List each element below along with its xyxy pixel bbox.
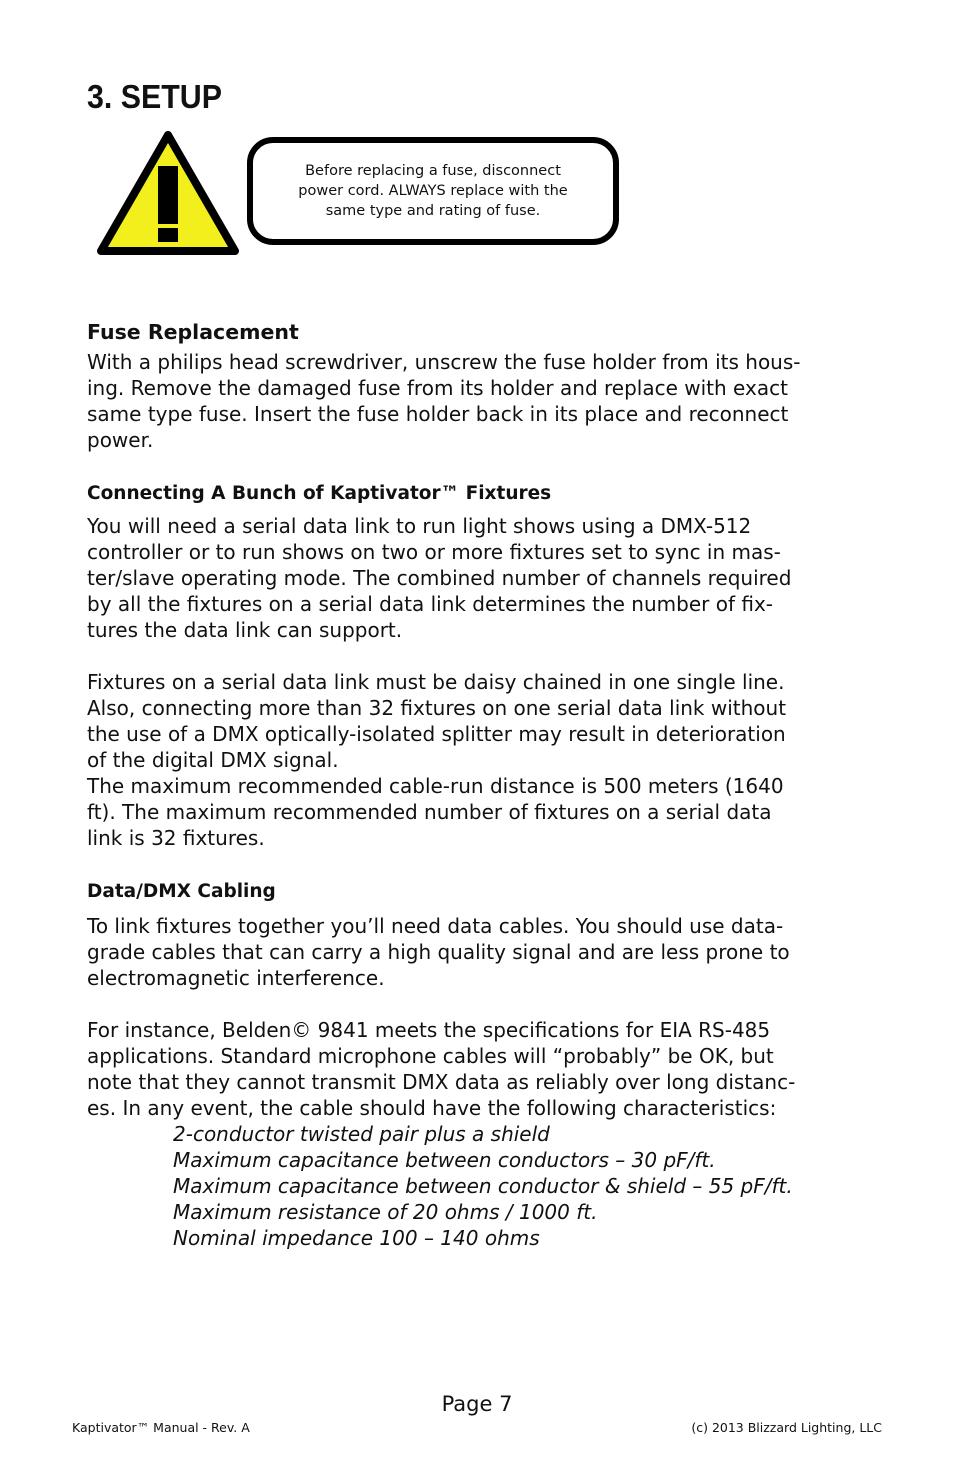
- connecting-paragraph-2: [87, 669, 877, 851]
- text-line: link is 32 fixtures.: [87, 826, 265, 850]
- footer-manual-title: Kaptivator™ Manual - Rev. A: [72, 1420, 250, 1435]
- text-line: Fixtures on a serial data link must be daisy chained in one single line.: [87, 670, 785, 694]
- cable-characteristics-list: [87, 1121, 877, 1251]
- text-line: es. In any event, the cable should have the following characteristics:: [87, 1096, 777, 1120]
- text-line: electromagnetic interference.: [87, 966, 385, 990]
- warning-triangle-icon: [96, 130, 240, 256]
- dmx-cabling-heading: Data/DMX Cabling: [87, 881, 276, 902]
- text-line: same type fuse. Insert the fuse holder back in its place and reconnect: [87, 402, 789, 426]
- fuse-replacement-heading: Fuse Replacement: [87, 320, 299, 344]
- cabling-paragraph-1: [87, 913, 877, 991]
- list-item: 2-conductor twisted pair plus a shield: [173, 1122, 550, 1146]
- connecting-paragraph-1: [87, 513, 877, 643]
- warning-line: Before replacing a fuse, disconnect: [305, 163, 561, 179]
- text-line: of the digital DMX signal.: [87, 748, 339, 772]
- warning-text: [298, 161, 567, 221]
- text-line: The maximum recommended cable-run distance is 500 meters (1640: [87, 774, 784, 798]
- text-line: Also, connecting more than 32 fixtures on one serial data link without: [87, 696, 787, 720]
- warning-line: same type and rating of fuse.: [325, 203, 541, 219]
- text-line: power.: [87, 428, 154, 452]
- text-line: ter/slave operating mode. The combined number of channels required: [87, 566, 792, 590]
- footer-copyright: (c) 2013 Blizzard Lighting, LLC: [691, 1420, 882, 1435]
- cabling-paragraph-2: [87, 1017, 877, 1121]
- list-item: Maximum resistance of 20 ohms / 1000 ft.: [173, 1200, 598, 1224]
- text-line: ing. Remove the damaged fuse from its holder and replace with exact: [87, 376, 788, 400]
- exclamation-bar: [158, 166, 178, 224]
- setup-content: [87, 315, 877, 1251]
- text-line: note that they cannot transmit DMX data as reliably over long distanc-: [87, 1070, 796, 1094]
- text-line: the use of a DMX optically-isolated splitter may result in deterioration: [87, 722, 786, 746]
- list-item: Maximum capacitance between conductors – 30 pF/ft.: [173, 1148, 716, 1172]
- text-line: ft). The maximum recommended number of fixtures on a serial data: [87, 800, 772, 824]
- exclamation-dot: [158, 228, 178, 242]
- list-item: Nominal impedance 100 – 140 ohms: [173, 1226, 540, 1250]
- page-title: 3. SETUP: [87, 78, 222, 115]
- text-line: grade cables that can carry a high quality signal and are less prone to: [87, 940, 790, 964]
- text-line: applications. Standard microphone cables will “probably” be OK, but: [87, 1044, 774, 1068]
- text-line: You will need a serial data link to run light shows using a DMX-512: [87, 514, 752, 538]
- fuse-warning-callout: [247, 137, 619, 245]
- text-line: controller or to run shows on two or more fixtures set to sync in mas-: [87, 540, 781, 564]
- text-line: by all the fixtures on a serial data link determines the number of fix-: [87, 592, 773, 616]
- text-line: tures the data link can support.: [87, 618, 403, 642]
- fuse-replacement-text: [87, 349, 877, 453]
- text-line: For instance, Belden© 9841 meets the specifications for EIA RS-485: [87, 1018, 771, 1042]
- list-item: Maximum capacitance between conductor & shield – 55 pF/ft.: [173, 1174, 793, 1198]
- connecting-fixtures-heading: Connecting A Bunch of Kaptivator™ Fixtures: [87, 483, 552, 504]
- text-line: To link fixtures together you’ll need data cables. You should use data-: [87, 914, 784, 938]
- page-number: Page 7: [441, 1392, 513, 1416]
- warning-line: power cord. ALWAYS replace with the: [298, 183, 568, 199]
- text-line: With a philips head screwdriver, unscrew the fuse holder from its hous-: [87, 350, 801, 374]
